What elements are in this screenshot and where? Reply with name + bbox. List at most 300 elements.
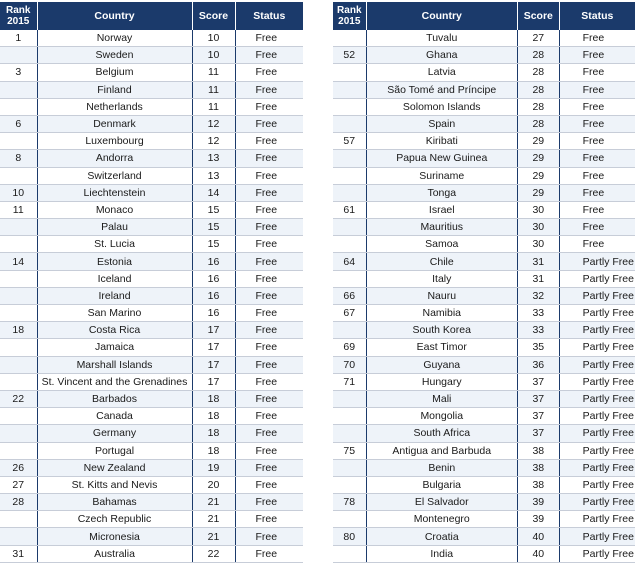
score-cell: 38: [517, 442, 559, 459]
table-row: [333, 305, 635, 322]
rank-cell: [333, 184, 366, 201]
table-row: [333, 459, 635, 476]
table-row: [0, 425, 303, 442]
status-cell: Free: [235, 545, 303, 562]
rank-cell: [333, 322, 366, 339]
status-cell: Free: [559, 167, 635, 184]
table-row: [333, 201, 635, 218]
score-cell: 16: [192, 270, 235, 287]
rank-cell: [0, 408, 37, 425]
rank-cell: 3: [0, 64, 37, 81]
country-cell: Finland: [37, 81, 192, 98]
rank-cell: 52: [333, 47, 366, 64]
rank-cell: [333, 150, 366, 167]
score-cell: 18: [192, 390, 235, 407]
country-cell: Mali: [366, 390, 517, 407]
table-row: [0, 81, 303, 98]
table-row: [333, 511, 635, 528]
country-cell: Denmark: [37, 115, 192, 132]
country-cell: Montenegro: [366, 511, 517, 528]
score-cell: 11: [192, 98, 235, 115]
status-cell: Free: [235, 459, 303, 476]
header-status: Status: [235, 2, 303, 30]
score-cell: 37: [517, 390, 559, 407]
status-cell: Free: [235, 253, 303, 270]
status-cell: Partly Free: [559, 287, 635, 304]
table-row: [333, 442, 635, 459]
table-row: [333, 133, 635, 150]
status-cell: Free: [235, 408, 303, 425]
rank-cell: [333, 167, 366, 184]
rank-cell: [333, 476, 366, 493]
country-cell: Hungary: [366, 373, 517, 390]
country-cell: Nauru: [366, 287, 517, 304]
rank-cell: 78: [333, 494, 366, 511]
rank-cell: [333, 545, 366, 562]
rank-cell: [0, 356, 37, 373]
country-cell: New Zealand: [37, 459, 192, 476]
rank-cell: [333, 236, 366, 253]
status-cell: Free: [559, 115, 635, 132]
rank-cell: 66: [333, 287, 366, 304]
status-cell: Free: [235, 356, 303, 373]
table-row: [333, 47, 635, 64]
table-header-row: [333, 2, 635, 30]
score-cell: 15: [192, 236, 235, 253]
country-cell: Latvia: [366, 64, 517, 81]
rank-cell: [0, 98, 37, 115]
table-row: [333, 528, 635, 545]
rank-cell: 22: [0, 390, 37, 407]
score-cell: 18: [192, 425, 235, 442]
score-cell: 30: [517, 201, 559, 218]
score-cell: 37: [517, 408, 559, 425]
rank-cell: 1: [0, 30, 37, 47]
score-cell: 33: [517, 322, 559, 339]
status-cell: Partly Free: [559, 545, 635, 562]
rank-cell: 61: [333, 201, 366, 218]
score-cell: 32: [517, 287, 559, 304]
table-row: [333, 30, 635, 47]
country-cell: Kiribati: [366, 133, 517, 150]
country-cell: Chile: [366, 253, 517, 270]
status-cell: Free: [235, 442, 303, 459]
rank-cell: [0, 425, 37, 442]
status-cell: Free: [559, 201, 635, 218]
table-row: [0, 64, 303, 81]
status-cell: Partly Free: [559, 528, 635, 545]
score-cell: 12: [192, 133, 235, 150]
status-cell: Partly Free: [559, 494, 635, 511]
country-cell: South Africa: [366, 425, 517, 442]
rank-cell: [0, 287, 37, 304]
header-rank: [0, 2, 37, 30]
header-country: Country: [37, 2, 192, 30]
score-cell: 21: [192, 511, 235, 528]
table-row: [0, 356, 303, 373]
score-cell: 37: [517, 373, 559, 390]
country-cell: Italy: [366, 270, 517, 287]
table-row: [333, 545, 635, 562]
status-cell: Free: [559, 219, 635, 236]
score-cell: 21: [192, 528, 235, 545]
score-cell: 28: [517, 47, 559, 64]
score-cell: 27: [517, 30, 559, 47]
table-row: [333, 425, 635, 442]
rank-cell: [0, 305, 37, 322]
score-cell: 17: [192, 339, 235, 356]
country-cell: Papua New Guinea: [366, 150, 517, 167]
header-country: Country: [366, 2, 517, 30]
status-cell: Free: [235, 81, 303, 98]
rank-cell: 57: [333, 133, 366, 150]
table-row: [0, 219, 303, 236]
table-row: [333, 408, 635, 425]
country-cell: Australia: [37, 545, 192, 562]
status-cell: Free: [235, 98, 303, 115]
score-cell: 15: [192, 219, 235, 236]
table-row: [0, 322, 303, 339]
rank-cell: 18: [0, 322, 37, 339]
table-row: [333, 339, 635, 356]
score-cell: 19: [192, 459, 235, 476]
rank-cell: 70: [333, 356, 366, 373]
table-row: [333, 476, 635, 493]
table-row: [333, 81, 635, 98]
score-cell: 33: [517, 305, 559, 322]
score-cell: 28: [517, 98, 559, 115]
table-row: [0, 150, 303, 167]
status-cell: Partly Free: [559, 270, 635, 287]
table-row: [0, 184, 303, 201]
rank-cell: 75: [333, 442, 366, 459]
table-row: [0, 528, 303, 545]
country-cell: Bahamas: [37, 494, 192, 511]
rank-cell: [333, 511, 366, 528]
status-cell: Partly Free: [559, 425, 635, 442]
country-cell: Norway: [37, 30, 192, 47]
table-row: [333, 184, 635, 201]
rank-cell: 10: [0, 184, 37, 201]
country-cell: Luxembourg: [37, 133, 192, 150]
score-cell: 12: [192, 115, 235, 132]
rank-cell: [333, 219, 366, 236]
status-cell: Free: [235, 390, 303, 407]
table-row: [333, 236, 635, 253]
score-cell: 13: [192, 150, 235, 167]
country-cell: Liechtenstein: [37, 184, 192, 201]
country-cell: Monaco: [37, 201, 192, 218]
country-cell: Guyana: [366, 356, 517, 373]
table-row: [0, 476, 303, 493]
status-cell: Free: [235, 47, 303, 64]
rank-cell: 8: [0, 150, 37, 167]
header-rank-line1: Rank: [6, 5, 31, 16]
score-cell: 18: [192, 442, 235, 459]
status-cell: Partly Free: [559, 305, 635, 322]
status-cell: Free: [235, 476, 303, 493]
score-cell: 29: [517, 150, 559, 167]
status-cell: Free: [235, 270, 303, 287]
rank-cell: [0, 167, 37, 184]
header-score: Score: [192, 2, 235, 30]
score-cell: 20: [192, 476, 235, 493]
status-cell: Free: [559, 47, 635, 64]
rank-cell: [333, 425, 366, 442]
country-cell: Germany: [37, 425, 192, 442]
status-cell: Partly Free: [559, 408, 635, 425]
score-cell: 29: [517, 167, 559, 184]
score-cell: 17: [192, 356, 235, 373]
score-cell: 11: [192, 64, 235, 81]
score-cell: 39: [517, 511, 559, 528]
score-cell: 11: [192, 81, 235, 98]
country-cell: Marshall Islands: [37, 356, 192, 373]
country-cell: Antigua and Barbuda: [366, 442, 517, 459]
score-cell: 17: [192, 322, 235, 339]
status-cell: Partly Free: [559, 511, 635, 528]
score-cell: 30: [517, 236, 559, 253]
table-row: [0, 442, 303, 459]
status-cell: Free: [235, 287, 303, 304]
status-cell: Free: [235, 322, 303, 339]
score-cell: 31: [517, 270, 559, 287]
rank-cell: 28: [0, 494, 37, 511]
country-cell: Benin: [366, 459, 517, 476]
table-body-left: [0, 30, 303, 562]
rank-cell: [333, 81, 366, 98]
score-cell: 18: [192, 408, 235, 425]
status-cell: Free: [235, 150, 303, 167]
score-cell: 36: [517, 356, 559, 373]
country-cell: Micronesia: [37, 528, 192, 545]
status-cell: Partly Free: [559, 459, 635, 476]
table-row: [333, 253, 635, 270]
table-row: [0, 253, 303, 270]
rank-cell: [333, 98, 366, 115]
status-cell: Free: [235, 305, 303, 322]
country-cell: Costa Rica: [37, 322, 192, 339]
status-cell: Free: [235, 201, 303, 218]
score-cell: 29: [517, 184, 559, 201]
status-cell: Free: [559, 64, 635, 81]
country-cell: Switzerland: [37, 167, 192, 184]
table-row: [0, 494, 303, 511]
table-row: [333, 356, 635, 373]
score-cell: 29: [517, 133, 559, 150]
table-row: [333, 167, 635, 184]
table-row: [0, 133, 303, 150]
country-cell: Mongolia: [366, 408, 517, 425]
status-cell: Free: [235, 339, 303, 356]
status-cell: Free: [559, 98, 635, 115]
status-cell: Partly Free: [559, 339, 635, 356]
rank-cell: 26: [0, 459, 37, 476]
table-body-right: [333, 30, 635, 562]
rank-cell: [0, 442, 37, 459]
country-cell: St. Lucia: [37, 236, 192, 253]
status-cell: Partly Free: [559, 253, 635, 270]
status-cell: Free: [559, 184, 635, 201]
country-cell: Estonia: [37, 253, 192, 270]
score-cell: 39: [517, 494, 559, 511]
table-row: [0, 201, 303, 218]
rank-cell: [333, 459, 366, 476]
score-cell: 21: [192, 494, 235, 511]
table-row: [333, 219, 635, 236]
score-cell: 28: [517, 64, 559, 81]
table-row: [0, 30, 303, 47]
country-cell: Israel: [366, 201, 517, 218]
status-cell: Partly Free: [559, 390, 635, 407]
rank-cell: 67: [333, 305, 366, 322]
status-cell: Free: [235, 30, 303, 47]
rank-cell: [0, 47, 37, 64]
rank-cell: [0, 81, 37, 98]
rank-cell: 80: [333, 528, 366, 545]
score-cell: 14: [192, 184, 235, 201]
score-cell: 17: [192, 373, 235, 390]
status-cell: Partly Free: [559, 356, 635, 373]
rank-cell: 69: [333, 339, 366, 356]
table-row: [0, 339, 303, 356]
country-cell: São Tomé and Príncipe: [366, 81, 517, 98]
status-cell: Free: [235, 64, 303, 81]
table-row: [333, 64, 635, 81]
rank-cell: [0, 270, 37, 287]
header-score: Score: [517, 2, 559, 30]
score-cell: 22: [192, 545, 235, 562]
rank-cell: [333, 408, 366, 425]
table-row: [0, 305, 303, 322]
country-cell: Tuvalu: [366, 30, 517, 47]
table-row: [0, 459, 303, 476]
rank-cell: 6: [0, 115, 37, 132]
country-cell: Iceland: [37, 270, 192, 287]
table-row: [0, 373, 303, 390]
status-cell: Free: [559, 30, 635, 47]
rank-cell: [0, 339, 37, 356]
status-cell: Partly Free: [559, 442, 635, 459]
status-cell: Partly Free: [559, 373, 635, 390]
score-cell: 13: [192, 167, 235, 184]
rank-cell: [333, 64, 366, 81]
rank-cell: 14: [0, 253, 37, 270]
status-cell: Partly Free: [559, 476, 635, 493]
country-cell: Jamaica: [37, 339, 192, 356]
country-cell: Portugal: [37, 442, 192, 459]
country-cell: Canada: [37, 408, 192, 425]
score-cell: 40: [517, 545, 559, 562]
score-cell: 16: [192, 287, 235, 304]
status-cell: Free: [235, 494, 303, 511]
ranking-table-right: [333, 2, 635, 563]
rank-cell: 71: [333, 373, 366, 390]
status-cell: Free: [235, 184, 303, 201]
rank-cell: [333, 390, 366, 407]
score-cell: 15: [192, 201, 235, 218]
table-row: [333, 322, 635, 339]
table-row: [0, 287, 303, 304]
score-cell: 31: [517, 253, 559, 270]
country-cell: India: [366, 545, 517, 562]
score-cell: 35: [517, 339, 559, 356]
country-cell: Suriname: [366, 167, 517, 184]
country-cell: Ghana: [366, 47, 517, 64]
table-row: [0, 98, 303, 115]
header-rank-line2: 2015: [7, 16, 30, 27]
country-cell: Spain: [366, 115, 517, 132]
country-cell: East Timor: [366, 339, 517, 356]
country-cell: El Salvador: [366, 494, 517, 511]
status-cell: Partly Free: [559, 322, 635, 339]
table-row: [333, 373, 635, 390]
rank-cell: [0, 373, 37, 390]
country-cell: Solomon Islands: [366, 98, 517, 115]
score-cell: 38: [517, 476, 559, 493]
table-row: [0, 270, 303, 287]
rank-cell: [0, 511, 37, 528]
rank-cell: [0, 133, 37, 150]
ranking-table-left: [0, 2, 303, 563]
rank-cell: [0, 219, 37, 236]
score-cell: 16: [192, 253, 235, 270]
status-cell: Free: [235, 167, 303, 184]
country-cell: South Korea: [366, 322, 517, 339]
header-status: Status: [559, 2, 635, 30]
status-cell: Free: [235, 115, 303, 132]
header-rank-line1: Rank: [337, 5, 362, 16]
table-row: [0, 167, 303, 184]
score-cell: 10: [192, 30, 235, 47]
table-row: [333, 115, 635, 132]
country-cell: Tonga: [366, 184, 517, 201]
rank-cell: 11: [0, 201, 37, 218]
score-cell: 16: [192, 305, 235, 322]
country-cell: Croatia: [366, 528, 517, 545]
country-cell: Czech Republic: [37, 511, 192, 528]
header-rank: [333, 2, 366, 30]
score-cell: 10: [192, 47, 235, 64]
table-row: [0, 408, 303, 425]
status-cell: Free: [235, 133, 303, 150]
header-rank-line2: 2015: [338, 16, 361, 27]
status-cell: Free: [559, 133, 635, 150]
country-cell: Andorra: [37, 150, 192, 167]
table-row: [0, 511, 303, 528]
status-cell: Free: [235, 528, 303, 545]
score-cell: 38: [517, 459, 559, 476]
country-cell: Mauritius: [366, 219, 517, 236]
country-cell: Bulgaria: [366, 476, 517, 493]
table-row: [0, 236, 303, 253]
country-cell: Barbados: [37, 390, 192, 407]
country-cell: Palau: [37, 219, 192, 236]
table-row: [333, 270, 635, 287]
status-cell: Free: [235, 511, 303, 528]
status-cell: Free: [235, 219, 303, 236]
status-cell: Free: [235, 373, 303, 390]
rank-cell: [333, 30, 366, 47]
status-cell: Free: [559, 236, 635, 253]
rank-cell: 64: [333, 253, 366, 270]
rank-cell: 27: [0, 476, 37, 493]
table-header-row: [0, 2, 303, 30]
table-row: [0, 545, 303, 562]
rank-cell: [0, 236, 37, 253]
table-row: [333, 150, 635, 167]
status-cell: Free: [235, 425, 303, 442]
